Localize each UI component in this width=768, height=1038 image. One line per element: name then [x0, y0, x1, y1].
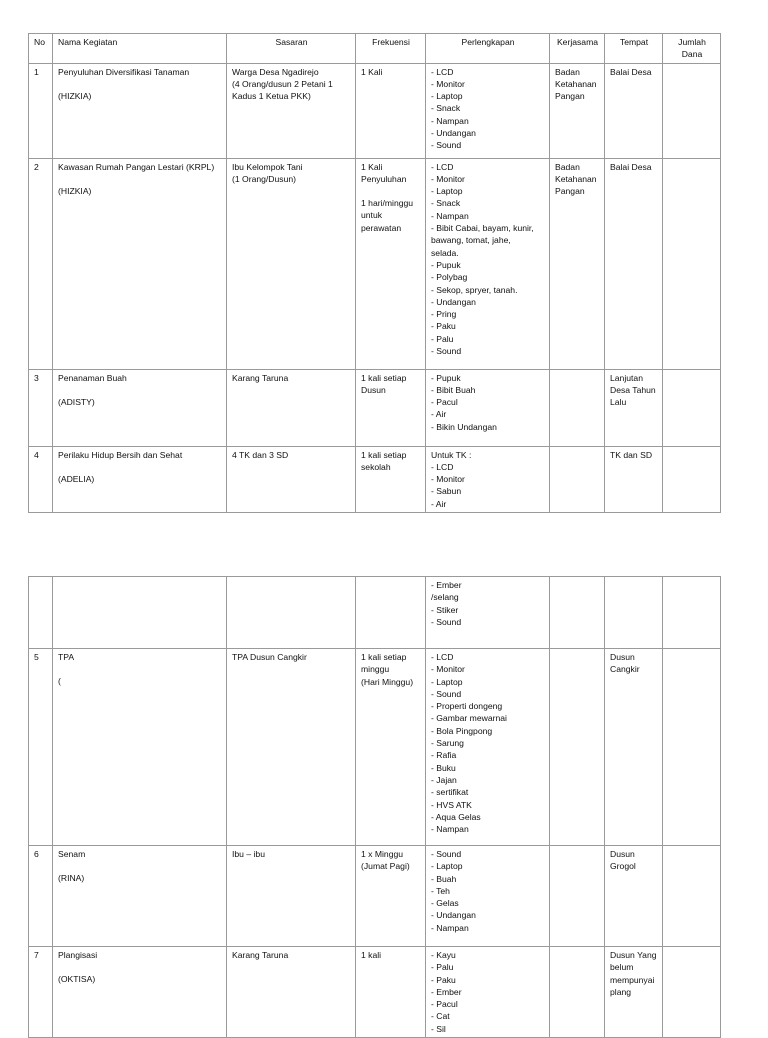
row-no: 7 [29, 947, 53, 1038]
row-kegiatan [53, 846, 227, 947]
table-row [29, 446, 721, 512]
row-kegiatan [53, 158, 227, 369]
table-row [29, 369, 721, 446]
frekuensi-secondary: 1 hari/minggu untuk perawatan [361, 198, 414, 233]
kegiatan-pic: (RINA) [58, 873, 85, 884]
row-kerjasama [550, 577, 605, 649]
row-no: 2 [29, 158, 53, 369]
frekuensi-primary: 1 Kali [361, 66, 383, 77]
row-tempat [605, 577, 663, 649]
kegiatan-name: TPA [58, 652, 75, 662]
header-sasaran: Sasaran [227, 34, 356, 64]
row-jumlah-dana [663, 577, 721, 649]
row-jumlah-dana [663, 846, 721, 947]
activity-table-page-2 [28, 576, 721, 1038]
kegiatan-pic: (ADISTY) [58, 396, 95, 407]
row-tempat: TK dan SD [605, 446, 663, 512]
row-kerjasama [550, 649, 605, 846]
row-perlengkapan: - Sound - Laptop - Buah - Teh - Gelas - Undangan - Nampan [426, 846, 550, 947]
row-perlengkapan: Untuk TK : - LCD - Monitor - Sabun - Air [426, 446, 550, 512]
row-perlengkapan: - LCD - Monitor - Laptop - Snack - Nampan - Bibit Cabai, bayam, kunir, bawang, tomat, jahe, selada. - Pupuk - Polybag - Sekop, spryer, tanah. - Undangan - Pring - Paku - Palu - Sound [426, 158, 550, 369]
row-perlengkapan: - Pupuk - Bibit Buah - Pacul - Air - Bikin Undangan [426, 369, 550, 446]
row-sasaran: Warga Desa Ngadirejo (4 Orang/dusun 2 Petani 1 Kadus 1 Ketua PKK) [227, 63, 356, 158]
header-tempat: Tempat [605, 34, 663, 64]
row-jumlah-dana [663, 649, 721, 846]
kegiatan-name: Penanaman Buah [58, 372, 127, 383]
row-frekuensi [356, 158, 426, 369]
table-row [29, 63, 721, 158]
row-jumlah-dana [663, 63, 721, 158]
row-perlengkapan: - Kayu - Palu - Paku - Ember - Pacul - Cat - Sil [426, 947, 550, 1038]
row-kerjasama [550, 846, 605, 947]
kegiatan-name: Senam [58, 849, 86, 859]
row-kerjasama [550, 369, 605, 446]
row-perlengkapan: - LCD - Monitor - Laptop - Sound - Properti dongeng - Gambar mewarnai - Bola Pingpong - Sarung - Rafia - Buku - Jajan - sertifikat - HVS ATK - Aqua Gelas - Nampan [426, 649, 550, 846]
row-no: 5 [29, 649, 53, 846]
row-frekuensi [356, 63, 426, 158]
kegiatan-pic: (HIZKIA) [58, 90, 92, 101]
table-row [29, 158, 721, 369]
row-tempat: Balai Desa [605, 63, 663, 158]
header-row [29, 34, 721, 64]
row-kerjasama: Badan Ketahanan Pangan [550, 63, 605, 158]
kegiatan-name: Kawasan Rumah Pangan Lestari (KRPL) [58, 161, 215, 172]
row-jumlah-dana [663, 369, 721, 446]
kegiatan-pic: ( [58, 676, 61, 687]
row-kegiatan [53, 446, 227, 512]
row-tempat: Dusun Grogol [605, 846, 663, 947]
row-frekuensi [356, 577, 426, 649]
row-tempat: Dusun Cangkir [605, 649, 663, 846]
row-jumlah-dana [663, 446, 721, 512]
frekuensi-primary: 1 Kali Penyuluhan [361, 161, 407, 184]
header-nama-kegiatan: Nama Kegiatan [53, 34, 227, 64]
row-kerjasama: Badan Ketahanan Pangan [550, 158, 605, 369]
frekuensi-primary: 1 kali setiap sekolah [361, 449, 407, 472]
row-perlengkapan: - LCD - Monitor - Laptop - Snack - Nampan - Undangan - Sound [426, 63, 550, 158]
row-kegiatan [53, 63, 227, 158]
kegiatan-name: Perilaku Hidup Bersih dan Sehat [58, 449, 183, 460]
header-no: No [29, 34, 53, 64]
table-row [29, 577, 721, 649]
row-no: 6 [29, 846, 53, 947]
row-tempat: Balai Desa [605, 158, 663, 369]
row-frekuensi [356, 846, 426, 947]
row-frekuensi [356, 369, 426, 446]
row-tempat: Lanjutan Desa Tahun Lalu [605, 369, 663, 446]
row-sasaran: TPA Dusun Cangkir [227, 649, 356, 846]
frekuensi-primary: 1 kali setiap minggu (Hari Minggu) [361, 652, 414, 687]
kegiatan-name: Penyuluhan Diversifikasi Tanaman [58, 66, 190, 77]
frekuensi-primary: 1 kali [361, 950, 382, 960]
row-tempat: Dusun Yang belum mempunyai plang [605, 947, 663, 1038]
row-kegiatan [53, 649, 227, 846]
kegiatan-pic: (ADELIA) [58, 473, 95, 484]
frekuensi-primary: 1 kali setiap Dusun [361, 372, 407, 395]
kegiatan-pic: (OKTISA) [58, 974, 96, 985]
frekuensi-primary: 1 x Minggu (Jumat Pagi) [361, 849, 410, 872]
row-kerjasama [550, 446, 605, 512]
activity-table-page-1 [28, 33, 721, 513]
header-perlengkapan: Perlengkapan [426, 34, 550, 64]
row-no: 3 [29, 369, 53, 446]
header-jumlah-dana: Jumlah Dana [663, 34, 721, 64]
header-frekuensi: Frekuensi [356, 34, 426, 64]
row-kegiatan [53, 369, 227, 446]
table-row [29, 846, 721, 947]
row-frekuensi [356, 446, 426, 512]
row-frekuensi [356, 649, 426, 846]
row-sasaran: Ibu Kelompok Tani (1 Orang/Dusun) [227, 158, 356, 369]
table-row [29, 649, 721, 846]
row-jumlah-dana [663, 158, 721, 369]
row-no: 1 [29, 63, 53, 158]
kegiatan-pic: (HIZKIA) [58, 185, 92, 196]
kegiatan-name: Plangisasi [58, 950, 98, 960]
row-no: 4 [29, 446, 53, 512]
header-kerjasama: Kerjasama [550, 34, 605, 64]
row-no [29, 577, 53, 649]
row-sasaran [227, 577, 356, 649]
row-sasaran: Karang Taruna [227, 369, 356, 446]
row-sasaran: 4 TK dan 3 SD [227, 446, 356, 512]
row-perlengkapan: - Ember /selang - Stiker - Sound [426, 577, 550, 649]
row-sasaran: Karang Taruna [227, 947, 356, 1038]
row-kegiatan [53, 577, 227, 649]
row-sasaran: Ibu – ibu [227, 846, 356, 947]
